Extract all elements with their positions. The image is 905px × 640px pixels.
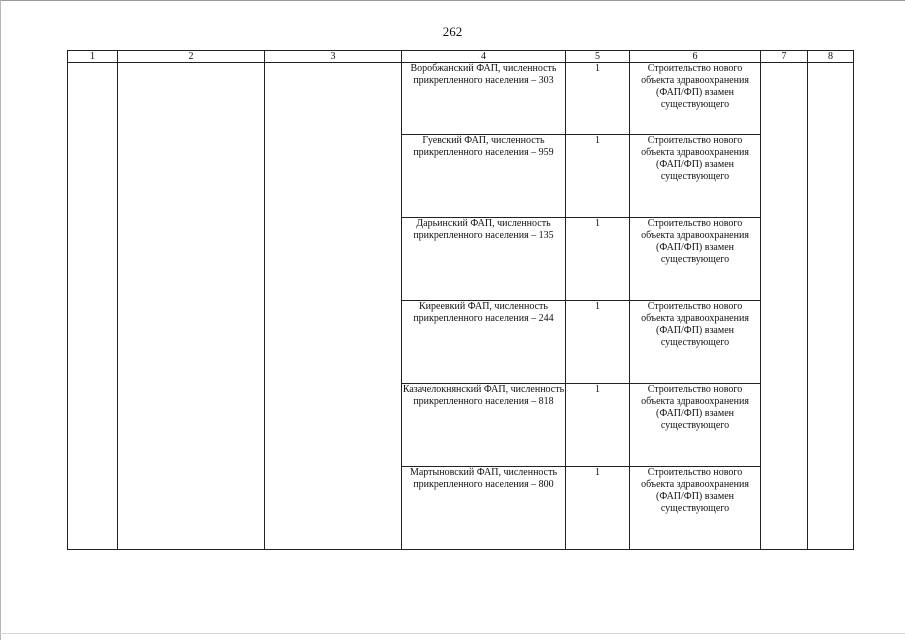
facility-action-cell: Строительство нового объекта здравоохранения (ФАП/ФП) взамен существующего	[630, 301, 761, 384]
merged-cell-col3	[265, 63, 402, 550]
scan-edge-bottom	[0, 633, 905, 634]
facility-name-cell: Киреевкий ФАП, численность прикрепленного населения – 244	[402, 301, 566, 384]
facility-count-cell: 1	[566, 384, 630, 467]
facility-name-cell: Гуевский ФАП, численность прикрепленного населения – 959	[402, 135, 566, 218]
merged-cell-col7	[761, 63, 808, 550]
column-header: 6	[630, 51, 761, 63]
scan-edge-left	[0, 0, 1, 640]
facility-count-cell: 1	[566, 301, 630, 384]
column-header: 8	[808, 51, 854, 63]
facility-count-cell: 1	[566, 63, 630, 135]
table-row	[68, 63, 854, 135]
column-header: 4	[402, 51, 566, 63]
merged-cell-col8	[808, 63, 854, 550]
facility-name-cell: Мартыновский ФАП, численность прикрепленного населения – 800	[402, 467, 566, 550]
column-header: 2	[118, 51, 265, 63]
column-header: 3	[265, 51, 402, 63]
page-number: 262	[442, 24, 463, 39]
facility-action-cell: Строительство нового объекта здравоохранения (ФАП/ФП) взамен существующего	[630, 63, 761, 135]
facility-name-cell: Дарьинский ФАП, численность прикрепленного населения – 135	[402, 218, 566, 301]
facility-count-cell: 1	[566, 135, 630, 218]
facility-name-cell: Воробжанский ФАП, численность прикрепленного населения – 303	[402, 63, 566, 135]
column-header: 5	[566, 51, 630, 63]
facility-count-cell: 1	[566, 218, 630, 301]
facility-action-cell: Строительство нового объекта здравоохранения (ФАП/ФП) взамен существующего	[630, 135, 761, 218]
merged-cell-col1	[68, 63, 118, 550]
facility-action-cell: Строительство нового объекта здравоохранения (ФАП/ФП) взамен существующего	[630, 467, 761, 550]
scan-edge-top	[0, 0, 905, 1]
facility-count-cell: 1	[566, 467, 630, 550]
merged-cell-col2	[118, 63, 265, 550]
facility-action-cell: Строительство нового объекта здравоохранения (ФАП/ФП) взамен существующего	[630, 218, 761, 301]
facility-name-cell: Казачелокнянский ФАП, численность прикрепленного населения – 818	[402, 384, 566, 467]
column-header: 7	[761, 51, 808, 63]
column-header: 1	[68, 51, 118, 63]
column-number-row	[68, 51, 854, 63]
facility-action-cell: Строительство нового объекта здравоохранения (ФАП/ФП) взамен существующего	[630, 384, 761, 467]
facilities-table	[67, 50, 854, 550]
